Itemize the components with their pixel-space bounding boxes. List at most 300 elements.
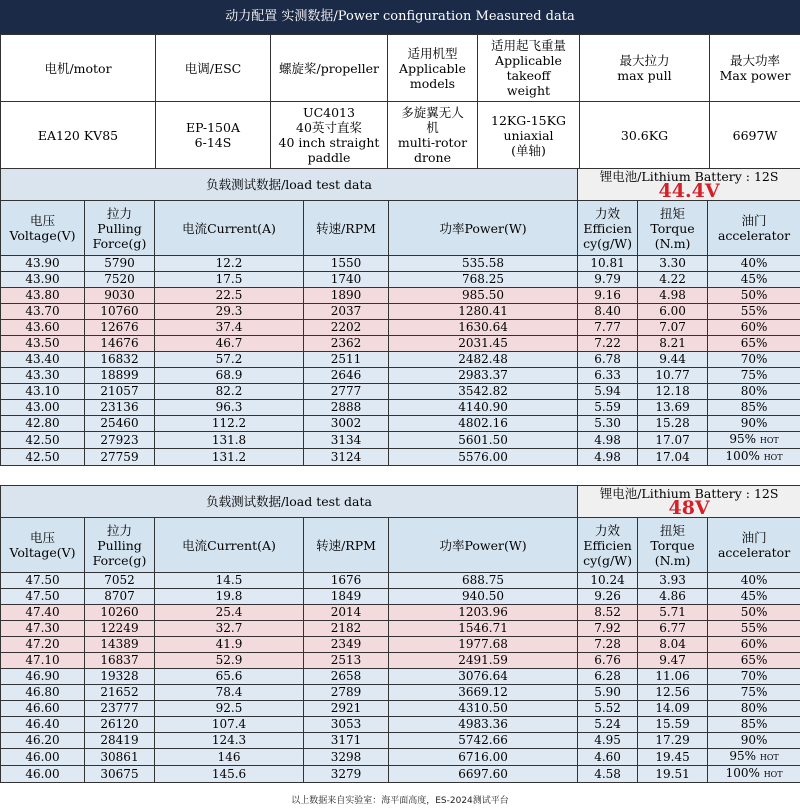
cell-efficiency: 9.79 [578,272,638,288]
cell-pulling-force: 18899 [85,368,155,384]
cell-power: 1546.71 [389,621,578,637]
cell-voltage: 43.80 [1,288,85,304]
cell-accelerator [708,272,800,288]
column-header-power: 功率Power(W) [389,518,578,573]
cell-pulling-force: 7052 [85,573,155,589]
accelerator-value: 85% [740,717,768,731]
accelerator-value: 40% [740,573,768,587]
cell-rpm: 3298 [304,749,389,766]
cell-torque: 11.06 [638,669,708,685]
cell-current: 112.2 [155,416,304,432]
hot-badge: HOT [763,453,783,462]
config-table [0,34,800,169]
table-row [1,701,800,717]
cell-torque: 13.69 [638,400,708,416]
cell-pulling-force: 10760 [85,304,155,320]
cell-power: 3542.82 [389,384,578,400]
table-row [1,573,800,589]
cell-power: 4802.16 [389,416,578,432]
cell-pulling-force: 25460 [85,416,155,432]
cell-power: 985.50 [389,288,578,304]
cell-power: 2983.37 [389,368,578,384]
cell-accelerator [708,384,800,400]
cell-torque: 17.07 [638,432,708,449]
config-header-row [1,35,800,102]
config-models: 多旋翼无人 机 multi-rotor drone [388,102,478,169]
cell-efficiency: 6.28 [578,669,638,685]
cell-current: 146 [155,749,304,766]
voltage-label: 48V [668,497,710,518]
config-propeller: UC4013 40英寸直桨 40 inch straight paddle [271,102,388,169]
cell-torque: 17.04 [638,449,708,466]
cell-torque: 19.51 [638,766,708,783]
column-header-torque: 扭矩 Torque (N.m) [638,201,708,256]
cell-pulling-force: 23777 [85,701,155,717]
cell-efficiency: 5.90 [578,685,638,701]
cell-torque: 6.00 [638,304,708,320]
cell-current: 68.9 [155,368,304,384]
accelerator-value: 55% [740,621,768,635]
cell-torque: 7.07 [638,320,708,336]
cell-voltage: 43.70 [1,304,85,320]
cell-accelerator [708,749,800,766]
accelerator-value: 100% [725,449,760,463]
battery-label: 锂电池/Lithium Battery : 12S [599,169,779,184]
cell-rpm: 3279 [304,766,389,783]
config-header-max-pull: 最大拉力 max pull [580,35,710,102]
cell-efficiency: 5.94 [578,384,638,400]
cell-pulling-force: 16837 [85,653,155,669]
cell-voltage: 42.80 [1,416,85,432]
table-row [1,416,800,432]
accelerator-value: 65% [740,653,768,667]
cell-accelerator [708,304,800,320]
accelerator-value: 70% [740,669,768,683]
battery-label: 锂电池/Lithium Battery : 12S [599,486,779,501]
config-header-max-power: 最大功率 Max power [710,35,800,102]
cell-torque: 8.21 [638,336,708,352]
cell-power: 1280.41 [389,304,578,320]
section-label: 负载测试数据/load test data [1,486,578,518]
cell-torque: 5.71 [638,605,708,621]
cell-current: 25.4 [155,605,304,621]
cell-torque: 4.98 [638,288,708,304]
cell-pulling-force: 28419 [85,733,155,749]
cell-voltage: 42.50 [1,432,85,449]
cell-voltage: 43.40 [1,352,85,368]
cell-torque: 17.29 [638,733,708,749]
cell-current: 131.8 [155,432,304,449]
cell-current: 29.3 [155,304,304,320]
cell-voltage: 43.30 [1,368,85,384]
column-header-torque: 扭矩 Torque (N.m) [638,518,708,573]
cell-efficiency: 5.30 [578,416,638,432]
cell-rpm: 2014 [304,605,389,621]
section-header [1,486,800,518]
accelerator-value: 85% [740,400,768,414]
column-header-voltage: 电压 Voltage(V) [1,518,85,573]
cell-torque: 4.86 [638,589,708,605]
accelerator-value: 55% [740,304,768,318]
cell-rpm: 1890 [304,288,389,304]
cell-pulling-force: 14389 [85,637,155,653]
cell-current: 12.2 [155,256,304,272]
cell-efficiency: 7.92 [578,621,638,637]
cell-voltage: 43.10 [1,384,85,400]
cell-voltage: 46.00 [1,766,85,783]
cell-efficiency: 6.78 [578,352,638,368]
cell-voltage: 43.90 [1,272,85,288]
cell-accelerator [708,320,800,336]
table-row [1,336,800,352]
hot-badge: HOT [759,436,779,445]
cell-pulling-force: 30861 [85,749,155,766]
table-row [1,685,800,701]
cell-rpm: 3171 [304,733,389,749]
column-header-efficiency: 力效 Efficien cy(g/W) [578,201,638,256]
cell-voltage: 47.20 [1,637,85,653]
cell-efficiency: 5.59 [578,400,638,416]
cell-efficiency: 4.60 [578,749,638,766]
cell-accelerator [708,685,800,701]
cell-voltage: 47.40 [1,605,85,621]
cell-rpm: 2037 [304,304,389,320]
cell-torque: 12.56 [638,685,708,701]
cell-voltage: 47.30 [1,621,85,637]
accelerator-value: 75% [740,685,768,699]
cell-current: 22.5 [155,288,304,304]
cell-efficiency: 4.58 [578,766,638,783]
load-test-table-48v [0,485,800,783]
cell-current: 92.5 [155,701,304,717]
cell-current: 82.2 [155,384,304,400]
cell-torque: 15.59 [638,717,708,733]
cell-rpm: 2777 [304,384,389,400]
accelerator-value: 80% [740,701,768,715]
cell-power: 6697.60 [389,766,578,783]
cell-efficiency: 4.95 [578,733,638,749]
cell-pulling-force: 27759 [85,449,155,466]
cell-efficiency: 7.77 [578,320,638,336]
cell-pulling-force: 21057 [85,384,155,400]
cell-rpm: 1550 [304,256,389,272]
cell-current: 32.7 [155,621,304,637]
cell-accelerator [708,416,800,432]
cell-accelerator [708,432,800,449]
cell-efficiency: 5.52 [578,701,638,717]
cell-rpm: 2202 [304,320,389,336]
cell-efficiency: 7.22 [578,336,638,352]
column-header-efficiency: 力效 Efficien cy(g/W) [578,518,638,573]
table-row [1,605,800,621]
table-row [1,368,800,384]
cell-pulling-force: 5790 [85,256,155,272]
cell-power: 940.50 [389,589,578,605]
column-header-row [1,518,800,573]
cell-rpm: 3124 [304,449,389,466]
cell-pulling-force: 23136 [85,400,155,416]
cell-current: 107.4 [155,717,304,733]
cell-torque: 9.47 [638,653,708,669]
cell-rpm: 2921 [304,701,389,717]
table-row [1,272,800,288]
cell-current: 131.2 [155,449,304,466]
cell-voltage: 46.60 [1,701,85,717]
config-header-propeller: 螺旋桨/propeller [271,35,388,102]
table-row [1,733,800,749]
cell-accelerator [708,368,800,384]
cell-current: 41.9 [155,637,304,653]
battery-info [578,169,800,201]
cell-efficiency: 8.52 [578,605,638,621]
table-row [1,288,800,304]
cell-pulling-force: 9030 [85,288,155,304]
table-row [1,304,800,320]
table-row [1,400,800,416]
cell-pulling-force: 14676 [85,336,155,352]
cell-rpm: 1849 [304,589,389,605]
cell-efficiency: 7.28 [578,637,638,653]
cell-accelerator [708,637,800,653]
config-header-weight: 适用起飞重量 Applicable takeoff weight [478,35,580,102]
config-value-row [1,102,800,169]
cell-power: 4310.50 [389,701,578,717]
cell-current: 19.8 [155,589,304,605]
cell-rpm: 2511 [304,352,389,368]
cell-rpm: 2789 [304,685,389,701]
cell-power: 5742.66 [389,733,578,749]
cell-power: 535.58 [389,256,578,272]
column-header-pulling-force: 拉力 Pulling Force(g) [85,201,155,256]
cell-efficiency: 4.98 [578,449,638,466]
cell-power: 4140.90 [389,400,578,416]
load-test-table-44v [0,168,800,466]
cell-current: 57.2 [155,352,304,368]
cell-torque: 10.77 [638,368,708,384]
cell-pulling-force: 12676 [85,320,155,336]
cell-efficiency: 10.24 [578,573,638,589]
hot-badge: HOT [759,753,779,762]
cell-power: 1630.64 [389,320,578,336]
column-header-current: 电流Current(A) [155,518,304,573]
cell-rpm: 3053 [304,717,389,733]
cell-accelerator [708,573,800,589]
cell-pulling-force: 27923 [85,432,155,449]
cell-rpm: 1740 [304,272,389,288]
footer-note: 以上数据来自实验室：海平面高度，ES-2024测试平台 [291,796,509,806]
accelerator-value: 40% [740,256,768,270]
table-row [1,384,800,400]
cell-accelerator [708,653,800,669]
table-row [1,432,800,449]
cell-torque: 3.93 [638,573,708,589]
accelerator-value: 90% [740,733,768,747]
cell-voltage: 46.40 [1,717,85,733]
cell-pulling-force: 8707 [85,589,155,605]
cell-rpm: 3002 [304,416,389,432]
cell-power: 5601.50 [389,432,578,449]
cell-torque: 19.45 [638,749,708,766]
config-header-esc: 电调/ESC [156,35,271,102]
config-weight: 12KG-15KG uniaxial (单轴) [478,102,580,169]
cell-torque: 14.09 [638,701,708,717]
column-header-pulling-force: 拉力 Pulling Force(g) [85,518,155,573]
table-row [1,352,800,368]
cell-rpm: 2349 [304,637,389,653]
cell-pulling-force: 26120 [85,717,155,733]
cell-current: 14.5 [155,573,304,589]
cell-current: 52.9 [155,653,304,669]
accelerator-value: 75% [740,368,768,382]
config-esc: EP-150A 6-14S [156,102,271,169]
cell-efficiency: 9.26 [578,589,638,605]
cell-pulling-force: 30675 [85,766,155,783]
accelerator-value: 45% [740,589,768,603]
table-row [1,621,800,637]
cell-current: 17.5 [155,272,304,288]
cell-pulling-force: 16832 [85,352,155,368]
cell-voltage: 47.50 [1,589,85,605]
cell-power: 2031.45 [389,336,578,352]
table-row [1,717,800,733]
cell-current: 145.6 [155,766,304,783]
column-header-rpm: 转速/RPM [304,201,389,256]
cell-pulling-force: 21652 [85,685,155,701]
cell-accelerator [708,256,800,272]
cell-accelerator [708,288,800,304]
table-row [1,653,800,669]
accelerator-value: 45% [740,272,768,286]
cell-voltage: 46.80 [1,685,85,701]
cell-voltage: 46.20 [1,733,85,749]
section-header [1,169,800,201]
cell-voltage: 42.50 [1,449,85,466]
config-header-motor: 电机/motor [1,35,156,102]
config-max-power: 6697W [710,102,800,169]
cell-accelerator [708,766,800,783]
page-title: 动力配置 实测数据/Power configuration Measured data [0,0,800,34]
cell-torque: 4.22 [638,272,708,288]
accelerator-value: 60% [740,637,768,651]
column-header-row [1,201,800,256]
cell-voltage: 46.90 [1,669,85,685]
accelerator-value: 80% [740,384,768,398]
cell-power: 3669.12 [389,685,578,701]
cell-rpm: 2513 [304,653,389,669]
cell-voltage: 47.10 [1,653,85,669]
cell-power: 6716.00 [389,749,578,766]
cell-accelerator [708,589,800,605]
section-label: 负载测试数据/load test data [1,169,578,201]
cell-power: 768.25 [389,272,578,288]
table-row [1,669,800,685]
cell-rpm: 2182 [304,621,389,637]
cell-power: 1203.96 [389,605,578,621]
cell-efficiency: 6.33 [578,368,638,384]
config-max-pull: 30.6KG [580,102,710,169]
cell-current: 37.4 [155,320,304,336]
cell-accelerator [708,669,800,685]
cell-voltage: 46.00 [1,749,85,766]
column-header-voltage: 电压 Voltage(V) [1,201,85,256]
cell-power: 2482.48 [389,352,578,368]
accelerator-value: 95% [729,749,757,763]
cell-torque: 6.77 [638,621,708,637]
column-header-accelerator: 油门 accelerator [708,518,800,573]
cell-power: 3076.64 [389,669,578,685]
cell-power: 4983.36 [389,717,578,733]
cell-torque: 8.04 [638,637,708,653]
cell-rpm: 2658 [304,669,389,685]
cell-current: 78.4 [155,685,304,701]
cell-torque: 12.18 [638,384,708,400]
cell-efficiency: 9.16 [578,288,638,304]
cell-efficiency: 4.98 [578,432,638,449]
cell-torque: 15.28 [638,416,708,432]
column-header-current: 电流Current(A) [155,201,304,256]
cell-efficiency: 10.81 [578,256,638,272]
accelerator-value: 60% [740,320,768,334]
cell-pulling-force: 7520 [85,272,155,288]
cell-accelerator [708,352,800,368]
cell-torque: 9.44 [638,352,708,368]
cell-current: 65.6 [155,669,304,685]
cell-voltage: 43.50 [1,336,85,352]
table-row [1,320,800,336]
table-row [1,589,800,605]
cell-rpm: 1676 [304,573,389,589]
cell-current: 96.3 [155,400,304,416]
cell-pulling-force: 10260 [85,605,155,621]
cell-voltage: 43.90 [1,256,85,272]
cell-current: 124.3 [155,733,304,749]
cell-voltage: 43.00 [1,400,85,416]
cell-power: 1977.68 [389,637,578,653]
cell-accelerator [708,605,800,621]
cell-accelerator [708,621,800,637]
accelerator-value: 65% [740,336,768,350]
table-row [1,766,800,783]
accelerator-value: 50% [740,605,768,619]
cell-power: 688.75 [389,573,578,589]
cell-voltage: 47.50 [1,573,85,589]
battery-info [578,486,800,518]
cell-accelerator [708,733,800,749]
cell-power: 2491.59 [389,653,578,669]
cell-current: 46.7 [155,336,304,352]
table-row [1,449,800,466]
cell-pulling-force: 12249 [85,621,155,637]
table-row [1,256,800,272]
accelerator-value: 50% [740,288,768,302]
cell-accelerator [708,400,800,416]
cell-accelerator [708,336,800,352]
cell-efficiency: 5.24 [578,717,638,733]
accelerator-value: 90% [740,416,768,430]
config-motor: EA120 KV85 [1,102,156,169]
cell-voltage: 43.60 [1,320,85,336]
cell-torque: 3.30 [638,256,708,272]
accelerator-value: 100% [725,766,760,780]
cell-rpm: 3134 [304,432,389,449]
config-header-models: 适用机型 Applicable models [388,35,478,102]
cell-accelerator [708,701,800,717]
accelerator-value: 95% [729,432,757,446]
cell-rpm: 2646 [304,368,389,384]
cell-efficiency: 8.40 [578,304,638,320]
table-row [1,749,800,766]
table-row [1,637,800,653]
